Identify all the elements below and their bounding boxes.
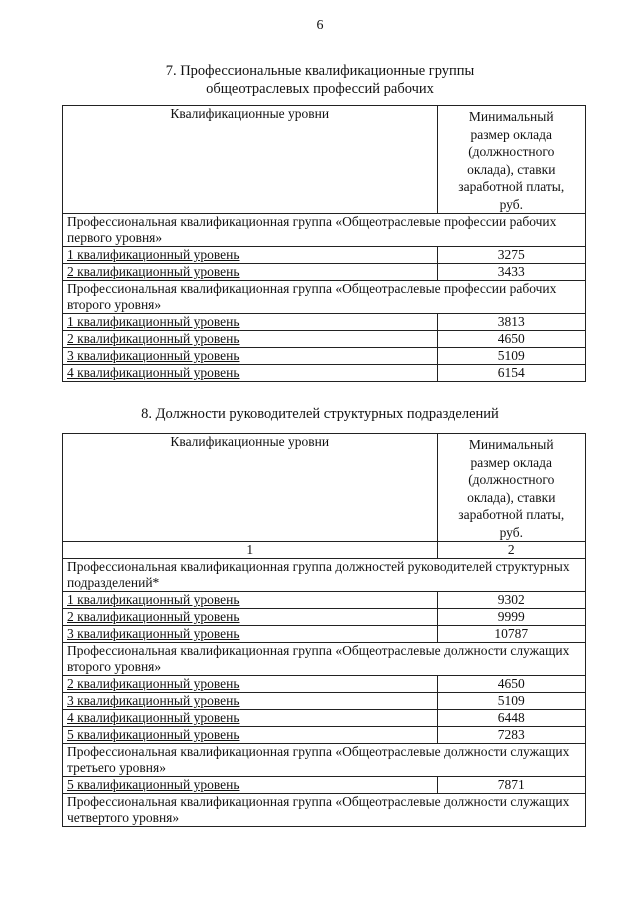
header-salary-line: (должностного bbox=[468, 144, 555, 159]
salary-value: 7871 bbox=[437, 777, 585, 794]
header-salary-line: размер оклада bbox=[470, 126, 552, 142]
level-row bbox=[63, 314, 586, 331]
section7-title-line2: общеотраслевых профессий рабочих bbox=[206, 81, 434, 97]
group-name: Профессиональная квалификационная группа «Общеотраслевые должности служащих третьего уровня» bbox=[63, 744, 586, 777]
section7-title-line1: 7. Профессиональные квалификационные группы bbox=[165, 63, 475, 79]
header-salary-line: размер оклада bbox=[470, 454, 552, 470]
column-number-row bbox=[63, 542, 586, 559]
column-number: 2 bbox=[437, 542, 585, 559]
header-salary bbox=[437, 434, 585, 542]
level-label: 1 квалификационный уровень bbox=[63, 592, 438, 609]
group-row bbox=[63, 643, 586, 676]
table-section8 bbox=[62, 433, 586, 827]
salary-value: 9302 bbox=[437, 592, 585, 609]
group-name: Профессиональная квалификационная группа «Общеотраслевые профессии рабочих второго уровня» bbox=[63, 281, 586, 314]
table-header-row bbox=[63, 106, 586, 214]
table-header-row bbox=[63, 434, 586, 542]
salary-value: 4650 bbox=[437, 676, 585, 693]
group-row bbox=[63, 794, 586, 827]
level-row bbox=[63, 710, 586, 727]
group-row bbox=[63, 559, 586, 592]
level-row bbox=[63, 609, 586, 626]
header-levels: Квалификационные уровни bbox=[63, 434, 438, 542]
level-row bbox=[63, 264, 586, 281]
header-salary-line: оклада), ставки bbox=[467, 161, 556, 177]
header-levels: Квалификационные уровни bbox=[63, 106, 438, 214]
level-label: 2 квалификационный уровень bbox=[63, 609, 438, 626]
group-name: Профессиональная квалификационная группа «Общеотраслевые должности служащих четвертого уровня» bbox=[63, 794, 586, 827]
level-label: 4 квалификационный уровень bbox=[63, 365, 438, 382]
level-row bbox=[63, 348, 586, 365]
salary-value: 3433 bbox=[437, 264, 585, 281]
level-row bbox=[63, 247, 586, 264]
level-label: 1 квалификационный уровень bbox=[63, 314, 438, 331]
table-section7 bbox=[62, 105, 586, 382]
salary-value: 3275 bbox=[437, 247, 585, 264]
header-salary-line: (должностного bbox=[468, 472, 555, 487]
salary-value: 5109 bbox=[437, 348, 585, 365]
level-row bbox=[63, 676, 586, 693]
level-label: 3 квалификационный уровень bbox=[63, 348, 438, 365]
level-label: 2 квалификационный уровень bbox=[63, 264, 438, 281]
section8-title: 8. Должности руководителей структурных подразделений bbox=[141, 406, 499, 422]
level-row bbox=[63, 727, 586, 744]
header-salary-line: руб. bbox=[499, 524, 523, 540]
group-row bbox=[63, 744, 586, 777]
column-number: 1 bbox=[63, 542, 438, 559]
level-row bbox=[63, 331, 586, 348]
header-salary-line: заработной платы, bbox=[458, 507, 565, 522]
group-row bbox=[63, 214, 586, 247]
level-label: 2 квалификационный уровень bbox=[63, 676, 438, 693]
header-salary bbox=[437, 106, 585, 214]
header-salary-line: Минимальный bbox=[468, 437, 554, 452]
level-row bbox=[63, 693, 586, 710]
salary-value: 3813 bbox=[437, 314, 585, 331]
level-label: 1 квалификационный уровень bbox=[63, 247, 438, 264]
level-row bbox=[63, 626, 586, 643]
salary-value: 4650 bbox=[437, 331, 585, 348]
section7-title bbox=[0, 62, 640, 98]
page-number: 6 bbox=[316, 18, 324, 33]
level-label: 5 квалификационный уровень bbox=[63, 727, 438, 744]
level-row bbox=[63, 592, 586, 609]
level-label: 3 квалификационный уровень bbox=[63, 626, 438, 643]
header-salary-line: руб. bbox=[499, 196, 523, 212]
salary-value: 9999 bbox=[437, 609, 585, 626]
salary-value: 7283 bbox=[437, 727, 585, 744]
group-row bbox=[63, 281, 586, 314]
group-name: Профессиональная квалификационная группа «Общеотраслевые профессии рабочих первого уровня» bbox=[63, 214, 586, 247]
level-row bbox=[63, 777, 586, 794]
salary-value: 6448 bbox=[437, 710, 585, 727]
level-label: 3 квалификационный уровень bbox=[63, 693, 438, 710]
salary-value: 5109 bbox=[437, 693, 585, 710]
level-row bbox=[63, 365, 586, 382]
header-salary-line: оклада), ставки bbox=[467, 489, 556, 505]
level-label: 2 квалификационный уровень bbox=[63, 331, 438, 348]
header-salary-line: заработной платы, bbox=[458, 179, 565, 194]
group-name: Профессиональная квалификационная группа «Общеотраслевые должности служащих второго уровня» bbox=[63, 643, 586, 676]
header-salary-line: Минимальный bbox=[468, 109, 554, 124]
group-name: Профессиональная квалификационная группа должностей руководителей структурных подразделений* bbox=[63, 559, 586, 592]
salary-value: 10787 bbox=[437, 626, 585, 643]
salary-value: 6154 bbox=[437, 365, 585, 382]
level-label: 5 квалификационный уровень bbox=[63, 777, 438, 794]
level-label: 4 квалификационный уровень bbox=[63, 710, 438, 727]
